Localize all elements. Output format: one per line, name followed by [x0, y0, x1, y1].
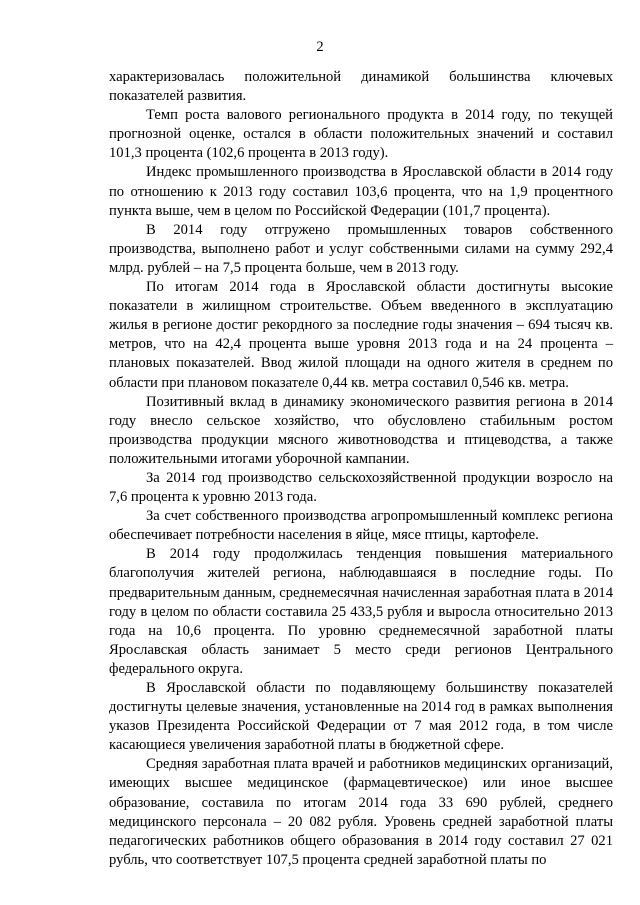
paragraph-agriculture: Позитивный вклад в динамику экономического развития региона в 2014 году внесло сельское хозяйство, что обусловлено стабильным ростом производства продукции мясного животноводства и птицеводства, а также положительными итогами уборочной кампании. [109, 393, 613, 467]
paragraph-wages: В 2014 году продолжилась тенденция повышения материального благополучия жителей региона, наблюдавшаяся в последние годы. По предварительным данным, среднемесячная начисленная заработная плата в 2014 году в целом по области составила 25 433,5 рубля и выросла относительно 2013 года на 10,6 процента. По уровню среднемесячной заработной платы Ярославская область занимает 5 место среди регионов Центрального федерального округа. [109, 546, 613, 677]
paragraph-continuation: характеризовалась положительной динамикой большинства ключевых показателей развития. [109, 69, 613, 105]
paragraph-shipped-goods: В 2014 году отгружено промышленных товаров собственного производства, выполнено работ и услуг собственными силами на сумму 292,4 млрд. рублей – на 7,5 процента больше, чем в 2013 году. [109, 221, 613, 276]
page-number: 2 [316, 39, 324, 55]
document-body [109, 68, 613, 870]
paragraph-agro-complex: За счет собственного производства агропромышленный комплекс региона обеспечивает потребности населения в яйце, мясе птицы, картофеле. [109, 508, 613, 544]
paragraph-housing: По итогам 2014 года в Ярославской области достигнуты высокие показатели в жилищном строительстве. Объем введенного в эксплуатацию жилья в регионе достиг рекордного за последние годы значения – 694 тысяч кв. метров, что на 42,4 процента выше уровня 2013 года и на 24 процента – плановых показателей. Ввод жилой площади на одного жителя в среднем по области при плановом показателе 0,44 кв. метра составил 0,546 кв. метра. [109, 279, 613, 391]
paragraph-agri-production: За 2014 год производство сельскохозяйственной продукции возросло на 7,6 процента к уровню 2013 года. [109, 469, 613, 506]
paragraph-industrial-index: Индекс промышленного производства в Ярославской области в 2014 году по отношению к 2013 году составил 103,6 процента, что на 1,9 процентного пункта выше, чем в целом по Российской Федерации (101,7 процента). [109, 164, 613, 219]
paragraph-grp-growth: Темп роста валового регионального продукта в 2014 году, по текущей прогнозной оценке, остался в области положительных значений и составил 101,3 процента (102,6 процента в 2013 году). [109, 107, 613, 162]
paragraph-medical-wages: Средняя заработная плата врачей и работников медицинских организаций, имеющих высшее медицинское (фармацевтическое) или иное высшее образование, составила по итогам 2014 года 33 690 рублей, среднего медицинского персонала – 20 082 рубля. Уровень средней заработной платы педагогических работников общего образования в 2014 году составил 27 021 рубль, что соответствует 107,5 процента средней заработной платы по [109, 756, 613, 868]
paragraph-target-values: В Ярославской области по подавляющему большинству показателей достигнуты целевые значения, установленные на 2014 год в рамках выполнения указов Президента Российской Федерации от 7 мая 2012 года, в том числе касающиеся увеличения заработной платы в бюджетной сфере. [109, 680, 613, 754]
